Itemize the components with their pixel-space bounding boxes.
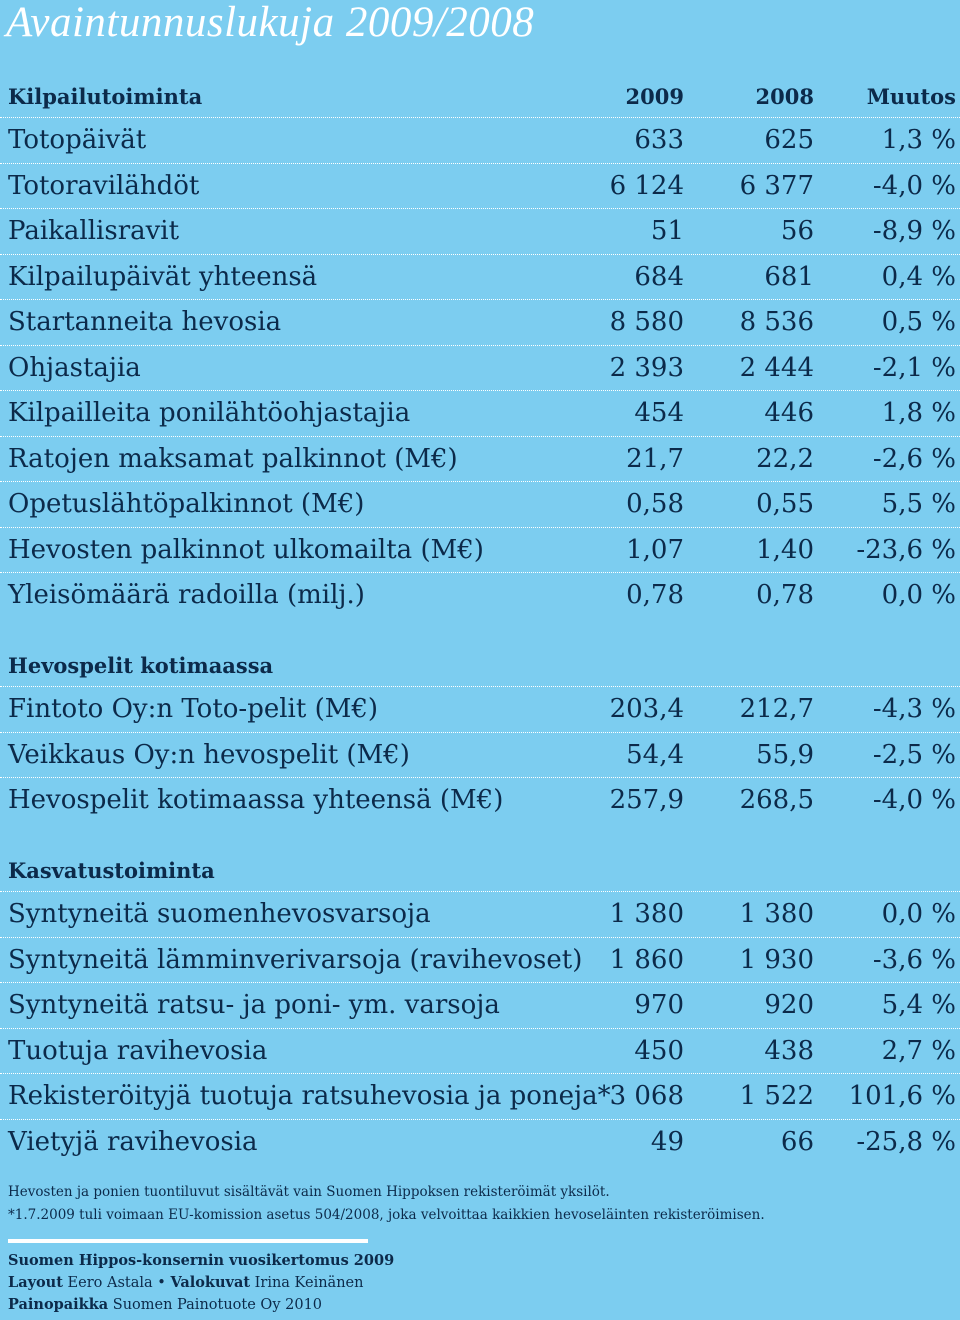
row-label: Paikallisravit bbox=[8, 216, 180, 246]
section-kilpailutoiminta bbox=[0, 77, 960, 618]
section-heading: Kasvatustoiminta bbox=[8, 858, 215, 883]
value-2009: 1 860 bbox=[609, 944, 684, 975]
value-2009: 0,78 bbox=[626, 580, 684, 610]
value-2008: 8 536 bbox=[739, 307, 814, 337]
row-label: Kilpailupäivät yhteensä bbox=[8, 261, 318, 292]
row-label: Rekisteröityjä tuotuja ratsuhevosia ja poneja* bbox=[8, 1081, 611, 1111]
value-2008: 446 bbox=[764, 398, 814, 428]
row-label: Kilpailleita ponilähtöohjastajia bbox=[8, 398, 411, 428]
value-2008: 0,55 bbox=[756, 489, 814, 519]
value-change: -2,1 % bbox=[872, 352, 956, 383]
value-2008: 681 bbox=[764, 261, 814, 292]
row-label: Ohjastajia bbox=[8, 352, 141, 383]
value-2008: 2 444 bbox=[739, 352, 814, 383]
footnote-eu-regulation: *1.7.2009 tuli voimaan EU-komission asetus 504/2008, joka velvoittaa kaikkien hevoseläinten rekisteröimisen. bbox=[8, 1207, 765, 1223]
row-label: Hevospelit kotimaassa yhteensä (M€) bbox=[8, 785, 504, 815]
value-2008: 1 380 bbox=[739, 899, 814, 929]
value-2009: 8 580 bbox=[609, 307, 684, 337]
value-change: -3,6 % bbox=[872, 944, 956, 975]
value-change: -25,8 % bbox=[856, 1126, 956, 1157]
section-heading: Kilpailutoiminta bbox=[8, 84, 203, 109]
table-row bbox=[0, 436, 960, 482]
row-label: Tuotuja ravihevosia bbox=[8, 1035, 268, 1066]
section-heading-row bbox=[0, 646, 960, 686]
row-label: Vietyjä ravihevosia bbox=[8, 1126, 258, 1157]
row-label: Fintoto Oy:n Toto-pelit (M€) bbox=[8, 694, 379, 724]
value-change: -23,6 % bbox=[856, 534, 956, 565]
column-header-2008: 2008 bbox=[755, 84, 814, 109]
value-2009: 633 bbox=[634, 125, 684, 155]
table-row bbox=[0, 1119, 960, 1165]
value-2008: 438 bbox=[764, 1035, 814, 1066]
photos-name: Irina Keinänen bbox=[254, 1275, 364, 1291]
value-2008: 22,2 bbox=[756, 443, 814, 474]
value-2009: 3 068 bbox=[609, 1081, 684, 1111]
value-2008: 1 930 bbox=[739, 944, 814, 975]
value-2008: 1,40 bbox=[756, 534, 814, 565]
value-change: 0,4 % bbox=[881, 261, 956, 292]
value-2009: 2 393 bbox=[609, 352, 684, 383]
column-header-2009: 2009 bbox=[625, 84, 684, 109]
value-2008: 920 bbox=[764, 990, 814, 1020]
value-change: -2,6 % bbox=[872, 443, 956, 474]
value-2009: 49 bbox=[650, 1126, 684, 1157]
row-label: Startanneita hevosia bbox=[8, 307, 282, 337]
page-title: Avaintunnuslukuja 2009/2008 bbox=[6, 0, 535, 46]
table-row bbox=[0, 891, 960, 937]
value-change: 5,4 % bbox=[881, 990, 956, 1020]
table-row bbox=[0, 299, 960, 345]
table-row bbox=[0, 163, 960, 209]
value-2009: 454 bbox=[634, 398, 684, 428]
value-2008: 66 bbox=[780, 1126, 814, 1157]
section-hevospelit bbox=[0, 646, 960, 823]
value-2009: 203,4 bbox=[609, 694, 684, 724]
divider bbox=[8, 1239, 368, 1243]
value-change: 5,5 % bbox=[881, 489, 956, 519]
value-2009: 21,7 bbox=[626, 443, 684, 474]
row-label: Syntyneitä suomenhevosvarsoja bbox=[8, 899, 431, 929]
column-header-change: Muutos bbox=[866, 84, 956, 109]
value-2009: 1 380 bbox=[609, 899, 684, 929]
value-2009: 684 bbox=[634, 261, 684, 292]
row-label: Totopäivät bbox=[8, 125, 147, 155]
value-change: 1,8 % bbox=[881, 398, 956, 428]
row-label: Syntyneitä lämminverivarsoja (ravihevoset) bbox=[8, 944, 583, 975]
table-row bbox=[0, 345, 960, 391]
section-heading: Hevospelit kotimaassa bbox=[8, 653, 274, 678]
value-2009: 54,4 bbox=[626, 739, 684, 770]
value-2009: 0,58 bbox=[626, 489, 684, 519]
value-2008: 625 bbox=[764, 125, 814, 155]
layout-label: Layout bbox=[8, 1274, 63, 1291]
value-2008: 0,78 bbox=[756, 580, 814, 610]
footnotes bbox=[8, 1181, 765, 1227]
value-change: 0,5 % bbox=[881, 307, 956, 337]
value-2009: 257,9 bbox=[609, 785, 684, 815]
value-change: -2,5 % bbox=[872, 739, 956, 770]
table-row bbox=[0, 117, 960, 163]
table-row bbox=[0, 208, 960, 254]
section-kasvatustoiminta bbox=[0, 851, 960, 1164]
table-row bbox=[0, 390, 960, 436]
value-change: -4,0 % bbox=[872, 170, 956, 201]
value-change: 0,0 % bbox=[881, 580, 956, 610]
publication-title: Suomen Hippos-konsernin vuosikertomus 2009 bbox=[8, 1252, 395, 1269]
row-label: Ratojen maksamat palkinnot (M€) bbox=[8, 443, 458, 474]
row-label: Opetuslähtöpalkinnot (M€) bbox=[8, 489, 365, 519]
print-name: Suomen Painotuote Oy 2010 bbox=[112, 1297, 323, 1313]
value-2009: 970 bbox=[634, 990, 684, 1020]
row-label: Syntyneitä ratsu- ja poni- ym. varsoja bbox=[8, 990, 500, 1020]
table-row bbox=[0, 1073, 960, 1119]
table-row bbox=[0, 686, 960, 732]
value-change: 1,3 % bbox=[881, 125, 956, 155]
layout-name: Eero Astala bbox=[67, 1275, 153, 1291]
row-label: Totoravilähdöt bbox=[8, 170, 200, 201]
table-row bbox=[0, 982, 960, 1028]
value-2009: 51 bbox=[650, 216, 684, 246]
footnote-import: Hevosten ja ponien tuontiluvut sisältävät vain Suomen Hippoksen rekisteröimät yksilöt. bbox=[8, 1184, 610, 1200]
table-row bbox=[0, 777, 960, 823]
table-row bbox=[0, 937, 960, 983]
value-2008: 268,5 bbox=[739, 785, 814, 815]
row-label: Yleisömäärä radoilla (milj.) bbox=[8, 580, 365, 610]
row-label: Veikkaus Oy:n hevospelit (M€) bbox=[8, 739, 410, 770]
row-label: Hevosten palkinnot ulkomailta (M€) bbox=[8, 534, 484, 565]
value-2009: 6 124 bbox=[609, 170, 684, 201]
value-2008: 212,7 bbox=[739, 694, 814, 724]
value-2009: 450 bbox=[634, 1035, 684, 1066]
value-2008: 55,9 bbox=[756, 739, 814, 770]
value-change: -4,0 % bbox=[872, 785, 956, 815]
table-row bbox=[0, 572, 960, 618]
separator-bullet: • bbox=[157, 1275, 166, 1291]
value-change: -4,3 % bbox=[872, 694, 956, 724]
table-row bbox=[0, 732, 960, 778]
table-row bbox=[0, 1028, 960, 1074]
value-2008: 56 bbox=[780, 216, 814, 246]
colophon bbox=[8, 1250, 394, 1316]
value-change: -8,9 % bbox=[872, 216, 956, 246]
print-label: Painopaikka bbox=[8, 1296, 109, 1313]
table-row bbox=[0, 254, 960, 300]
table-row bbox=[0, 527, 960, 573]
section-heading-row bbox=[0, 77, 960, 117]
value-change: 101,6 % bbox=[848, 1081, 956, 1111]
section-heading-row bbox=[0, 851, 960, 891]
table-row bbox=[0, 481, 960, 527]
value-2009: 1,07 bbox=[626, 534, 684, 565]
value-change: 2,7 % bbox=[881, 1035, 956, 1066]
photos-label: Valokuvat bbox=[170, 1274, 251, 1291]
value-2008: 1 522 bbox=[739, 1081, 814, 1111]
value-change: 0,0 % bbox=[881, 899, 956, 929]
value-2008: 6 377 bbox=[739, 170, 814, 201]
